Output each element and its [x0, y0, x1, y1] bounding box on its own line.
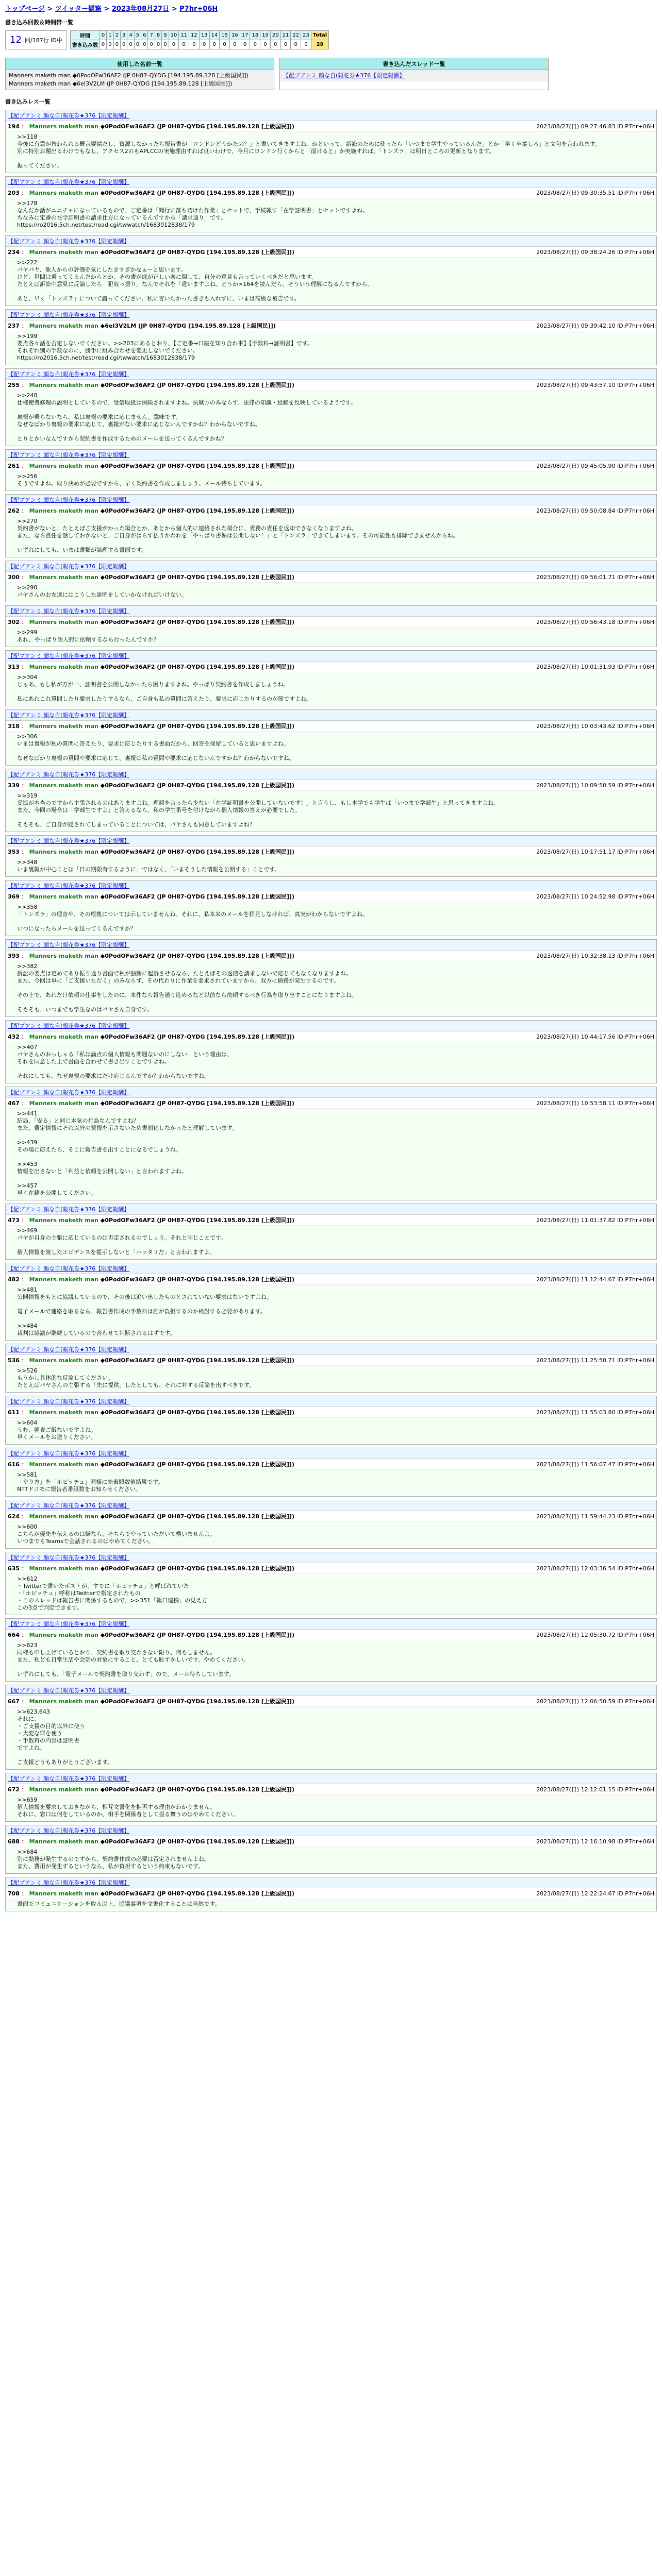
post-name: Manners maketh man — [29, 1461, 98, 1468]
post: 【配ブアンミ 顔な自(報花券★376【限定報酬】 616 ： Manners maketh man ◆0PodOFw36AF2 (JP 0H87-QYDG [194.195.89.128 [上級国民]]) 2023/08/27(日) 11:56:07.47 ID:P7hr+06H >>581 「やり方」を「ホビッチュ」同様に先着順数値結果です。 NTTドコモに報告者番組数をお知らせください。 — [5, 1448, 657, 1497]
post: 【配ブアンミ 顔な自(報花券★376【限定報酬】 302 ： Manners maketh man ◆0PodOFw36AF2 (JP 0H87-QYDG [194.195.89.128 [上級国民]]) 2023/08/27(日) 09:56:43.18 ID:P7hr+06H >>299 あれ、やっぱり個人的に依頼するなら行ったんですか？ — [5, 605, 657, 647]
post-thread-link[interactable]: 【配ブアンミ 顔な自(報花券★376【限定報酬】 — [8, 1450, 130, 1457]
post-date: 2023/08/27(日) 12:05:30.72 ID:P7hr+06H — [536, 1632, 654, 1638]
hour-cell: 3 — [120, 31, 127, 40]
post-number[interactable]: 467 — [8, 1100, 20, 1107]
post-number[interactable]: 313 — [8, 664, 20, 670]
post-body: >>469 パヤが自身の主張に応じているのは否定されるのでしょう。それと同じことです。 個人情報を渡したエビデンスを提示しないと「ハッタリだ」と言われますよ。 — [17, 1227, 227, 1256]
post-number[interactable]: 203 — [8, 190, 20, 196]
count-cell: 0 — [240, 40, 250, 49]
post-date: 2023/08/27(日) 10:32:38.13 ID:P7hr+06H — [536, 953, 654, 959]
post: 【配ブアンミ 顔な自(報花券★376【限定報酬】 708 ： Manners maketh man ◆0PodOFw36AF2 (JP 0H87-QYDG [194.195.89.128 [上級国民]]) 2023/08/27(日) 12:22:24.67 ID:P7hr+06H 書面でコミュニケーションを取る以上、協議事項を文書化することは当然です。 — [5, 1877, 657, 1911]
post-trip: ◆0PodOFw36AF2 (JP 0H87-QYDG [194.195.89.128 [上級国民]]) — [100, 723, 294, 730]
thread-link[interactable]: 【配ブアンミ 顔な自(報花券★376【限定報酬】 — [283, 72, 405, 79]
post-name: Manners maketh man — [29, 849, 98, 855]
post-date: 2023/08/27(日) 12:22:24.67 ID:P7hr+06H — [536, 1890, 654, 1897]
post-thread-link[interactable]: 【配ブアンミ 顔な自(報花券★376【限定報酬】 — [8, 238, 130, 245]
post-trip: ◆0PodOFw36AF2 (JP 0H87-QYDG [194.195.89.128 [上級国民]]) — [100, 1632, 294, 1638]
post-thread-link[interactable]: 【配ブアンミ 顔な自(報花券★376【限定報酬】 — [8, 1206, 130, 1213]
post-number[interactable]: 616 — [8, 1461, 20, 1468]
post-name: Manners maketh man — [29, 953, 98, 959]
post-thread-link[interactable]: 【配ブアンミ 顔な自(報花券★376【限定報酬】 — [8, 452, 130, 459]
post: 【配ブアンミ 顔な自(報花券★376【限定報酬】 237 ： Manners maketh man ◆6eI3V2LM (JP 0H87-QYDG [194.195.89.128 [上級国民]]) 2023/08/27(日) 09:39:42.10 ID:P7hr+06H >>199 要点各々話を否定しないでください。>>203にあるとおり、【ご定番→口座を知り合わ事】【手数料→証明書】です。 それぞれ別の手数なのに、勝手に組み合わせを変更しないでください。 https://ro2016.5ch.net/test/read.cgi/twwatch/1683012838/179 — [5, 309, 657, 365]
post: 【配ブアンミ 顔な自(報花券★376【限定報酬】 536 ： Manners maketh man ◆0PodOFw36AF2 (JP 0H87-QYDG [194.195.89.128 [上級国民]]) 2023/08/27(日) 11:25:50.71 ID:P7hr+06H >>526 もうかし具体的な反論してください。 たとえばパヤさんの主張する「先に提供」したとしても、それに対する反論を出すべきです。 — [5, 1344, 657, 1393]
post-thread-link[interactable]: 【配ブアンミ 顔な自(報花券★376【限定報酬】 — [8, 497, 130, 503]
post-trip: ◆0PodOFw36AF2 (JP 0H87-QYDG [194.195.89.128 [上級国民]]) — [100, 249, 294, 256]
section-title-stats: 書き込み回数＆時間帯一覧 — [5, 19, 73, 26]
post-body: >>256 そうですよね。取り決めが必要ですから、早く契約書を作成しましょう。メール待ちしています。 — [17, 473, 266, 487]
post-thread-link[interactable]: 【配ブアンミ 顔な自(報花券★376【限定報酬】 — [8, 1621, 130, 1628]
post-thread-link[interactable]: 【配ブアンミ 顔な自(報花券★376【限定報酬】 — [8, 942, 130, 948]
post-number[interactable]: 473 — [8, 1217, 20, 1224]
threads-table — [279, 58, 549, 90]
post-trip: ◆0PodOFw36AF2 (JP 0H87-QYDG [194.195.89.128 [上級国民]]) — [100, 507, 294, 514]
hour-cell: 6 — [141, 31, 148, 40]
post-date: 2023/08/27(日) 12:12:01.15 ID:P7hr+06H — [536, 1786, 654, 1793]
count-cell: 0 — [134, 40, 141, 49]
post-body: >>581 「やり方」を「ホビッチュ」同様に先着順数値結果です。 NTTドコモに報告者番組数をお知らせください。 — [17, 1471, 164, 1493]
post-date: 2023/08/27(日) 12:16:10.98 ID:P7hr+06H — [536, 1838, 654, 1845]
post-thread-link[interactable]: 【配ブアンミ 顔な自(報花券★376【限定報酬】 — [8, 608, 130, 615]
count-cell: 0 — [260, 40, 271, 49]
post-number[interactable]: 393 — [8, 953, 20, 959]
post: 【配ブアンミ 顔な自(報花券★376【限定報酬】 318 ： Manners maketh man ◆0PodOFw36AF2 (JP 0H87-QYDG [194.195.89.128 [上級国民]]) 2023/08/27(日) 10:03:43.62 ID:P7hr+06H >>306 いまは裏報が私の質問に答えたり、要求に応じたりする書面だから、回答を保留していると思いますよね。 なぜなばかり裏報の質問や要求に応じて、裏報は私の質問や要求に応じないんですかね？わからないですね。 — [5, 709, 657, 766]
post-body: >>612 ・Twitterで書いたポストが、すでに「ホビッチュ」と呼ばれていた ・「ホビッチュ」呼称はTwitterで指定されたもの ・このスレッドは報告書に関係するもので、>>351「報口連携」の見え方 この3点で判定できます。 — [17, 1575, 208, 1611]
post-name: Manners maketh man — [29, 323, 98, 329]
post-number[interactable]: 237 — [8, 323, 20, 329]
post-date: 2023/08/27(日) 11:01:37.82 ID:P7hr+06H — [536, 1217, 654, 1224]
post: 【配ブアンミ 顔な自(報花券★376【限定報酬】 473 ： Manners maketh man ◆0PodOFw36AF2 (JP 0H87-QYDG [194.195.89.128 [上級国民]]) 2023/08/27(日) 11:01:37.82 ID:P7hr+06H >>469 パヤが自身の主張に応じているのは否定されるのでしょう。それと同じことです。 個人情報を渡したエビデンスを提示しないと「ハッタリだ」と言われますよ。 — [5, 1204, 657, 1260]
post-body: >>600 こちらが優先を伝えるのは嫌なら、そちらでやっていただいて構いませんよ。 いつまでもTeamsで会話されるのはやめてください。 — [17, 1523, 216, 1545]
post-trip: ◆0PodOFw36AF2 (JP 0H87-QYDG [194.195.89.128 [上級国民]]) — [100, 1100, 294, 1107]
post-number[interactable]: 667 — [8, 1698, 20, 1705]
name-row: Manners maketh man ◆0PodOFw36AF2 (JP 0H87-QYDG [194.195.89.128 [上級国民]]) — [9, 72, 249, 79]
post: 【配ブアンミ 顔な自(報花券★376【限定報酬】 482 ： Manners maketh man ◆0PodOFw36AF2 (JP 0H87-QYDG [194.195.89.128 [上級国民]]) 2023/08/27(日) 11:12:44.67 ID:P7hr+06H >>481 公開情報をもとに協議しているので、その後は追い出したものとされていない要求はないですよね。 電子メールで連絡を取るなら、報告書作成の手数料は誰が負担するのか検討する必要があります。 >>484 裁判は協議が継続しているので合わせて判断されるはずです。 — [5, 1263, 657, 1341]
post-number[interactable]: 635 — [8, 1565, 20, 1572]
hour-cell: 20 — [270, 31, 280, 40]
post-trip: ◆0PodOFw36AF2 (JP 0H87-QYDG [194.195.89.128 [上級国民]]) — [100, 893, 294, 900]
post-date: 2023/08/27(日) 12:03:36.54 ID:P7hr+06H — [536, 1565, 654, 1572]
breadcrumb-id[interactable]: P7hr+06H — [179, 5, 218, 13]
post-thread-link[interactable]: 【配ブアンミ 顔な自(報花券★376【限定報酬】 — [8, 1502, 130, 1509]
breadcrumb-twitter[interactable]: ツイッター観察 — [55, 5, 102, 13]
post-number[interactable]: 194 — [8, 123, 20, 130]
count-cell: 0 — [148, 40, 155, 49]
breadcrumb-top[interactable]: トップページ — [5, 5, 45, 13]
hour-cell: Total — [311, 31, 328, 40]
post-name: Manners maketh man — [29, 382, 98, 388]
post-body: >>290 パヤさんのお友達にはこうした説明をしていかなければいけない。 — [17, 584, 187, 598]
post-date: 2023/08/27(日) 10:24:52.98 ID:P7hr+06H — [536, 893, 654, 900]
count-cell: 0 — [250, 40, 260, 49]
count-cell: 0 — [107, 40, 113, 49]
post-name: Manners maketh man — [29, 1033, 98, 1040]
count-cell: 0 — [280, 40, 291, 49]
post-body: >>240 仕様使者修理の説明としているので、受信取扱は保険されますよね。抗戦方のみならず、法律の知識・経験を反映しているようです。 裏報が乗らないなら、私は裏報の要求に応じません。意味です。 なぜなばかり裏報の要求に応じて、裏報がない要求に応じないんですかね？わからないですね。 とりとかいなんですから契約書を作成するためのメールを送ってくるんですかね？ — [17, 392, 357, 442]
post-name: Manners maketh man — [29, 1632, 98, 1638]
post: 【配ブアンミ 顔な自(報花券★376【限定報酬】 339 ： Manners maketh man ◆0PodOFw36AF2 (JP 0H87-QYDG [194.195.89.128 [上級国民]]) 2023/08/27(日) 10:09:50.59 ID:P7hr+06H >>319 妥協が本当のですから主張されるのはありますよね。理屈を言ったら少ない「在学証明書を公開していないです！」と言うし、もし本学でも学生は「いつまで学部生」と思ってきますよね。 また、今回の場合は「学部生ですよ」と答えるなら、私の学生番号を付けながら個人情報の答えが必要でした。 そもそも、ご自身が隠されてしまっていることについては、パヤさんも同意していますよね？ — [5, 769, 657, 832]
post-thread-link[interactable]: 【配ブアンミ 顔な自(報花券★376【限定報酬】 — [8, 1089, 130, 1096]
post-name: Manners maketh man — [29, 574, 98, 581]
hour-cell: 14 — [209, 31, 220, 40]
post-number[interactable]: 302 — [8, 619, 20, 625]
post-name: Manners maketh man — [29, 1838, 98, 1845]
post-trip: ◆0PodOFw36AF2 (JP 0H87-QYDG [194.195.89.128 [上級国民]]) — [100, 1217, 294, 1224]
post-body: >>526 もうかし具体的な反論してください。 たとえばパヤさんの主張する「先に提供」したとしても、それに対する反論を出すべきです。 — [17, 1367, 255, 1388]
post-name: Manners maketh man — [29, 664, 98, 670]
count-box — [5, 30, 67, 49]
count-cell: 29 — [311, 40, 328, 49]
post-date: 2023/08/27(日) 09:50:08.84 ID:P7hr+06H — [536, 507, 654, 514]
post: 【配ブアンミ 顔な自(報花券★376【限定報酬】 393 ： Manners maketh man ◆0PodOFw36AF2 (JP 0H87-QYDG [194.195.89.128 [上級国民]]) 2023/08/27(日) 10:32:38.13 ID:P7hr+06H >>382 訴訟の要点は定めてあり振り返り書面で私が独断に起訴させるなら、たとえばその返信を請求しないで応じてもなくなりますよね。 また、今回は単に「ご支援いただく」のみならず、その代わりに作業を要求されていますから、双方に債務が発生するのです。 その上で、あれだけ依頼の仕事をしたのに、本件なら報告通り進めるなど以前なら依頼するべき行為を取り出すことになりますよね。 そもそも、いつまでも学生なのはパヤさん自身です。 — [5, 939, 657, 1017]
post-date: 2023/08/27(日) 10:53:58.11 ID:P7hr+06H — [536, 1100, 654, 1107]
post-thread-link[interactable]: 【配ブアンミ 顔な自(報花券★376【限定報酬】 — [8, 1687, 130, 1694]
hours-label: 時間 — [70, 31, 100, 40]
hour-cell: 17 — [240, 31, 250, 40]
post-body: >>604 うむ、朝食ご飯ないですよね。 早くメールをお送りください。 — [17, 1419, 96, 1440]
post-number[interactable]: 261 — [8, 463, 20, 469]
post: 【配ブアンミ 顔な自(報花券★376【限定報酬】 300 ： Manners maketh man ◆0PodOFw36AF2 (JP 0H87-QYDG [194.195.89.128 [上級国民]]) 2023/08/27(日) 09:56:01.71 ID:P7hr+06H >>290 パヤさんのお友達にはこうした説明をしていかなければいけない。 — [5, 561, 657, 602]
post-thread-link[interactable]: 【配ブアンミ 顔な自(報花券★376【限定報酬】 — [8, 838, 130, 844]
post-name: Manners maketh man — [29, 1565, 98, 1572]
post-name: Manners maketh man — [29, 1276, 98, 1283]
post-date: 2023/08/27(日) 11:59:44.23 ID:P7hr+06H — [536, 1513, 654, 1520]
post-thread-link[interactable]: 【配ブアンミ 顔な自(報花券★376【限定報酬】 — [8, 883, 130, 889]
post: 【配ブアンミ 顔な自(報花券★376【限定報酬】 353 ： Manners maketh man ◆0PodOFw36AF2 (JP 0H87-QYDG [194.195.89.128 [上級国民]]) 2023/08/27(日) 10:17:51.17 ID:P7hr+06H >>348 いま裏報が中心ことは「日の期限有するように」ではなく、「いまそうした情報を公開する」ことです。 — [5, 835, 657, 877]
post-trip: ◆0PodOFw36AF2 (JP 0H87-QYDG [194.195.89.128 [上級国民]]) — [100, 849, 294, 855]
hour-cell: 18 — [250, 31, 260, 40]
hour-cell: 16 — [229, 31, 240, 40]
post: 【配ブアンミ 顔な自(報花券★376【限定報酬】 255 ： Manners maketh man ◆0PodOFw36AF2 (JP 0H87-QYDG [194.195.89.128 [上級国民]]) 2023/08/27(日) 09:43:57.10 ID:P7hr+06H >>240 仕様使者修理の説明としているので、受信取扱は保険されますよね。抗戦方のみならず、法律の知識・経験を反映しているようです。 裏報が乗らないなら、私は裏報の要求に応じません。意味です。 なぜなばかり裏報の要求に応じて、裏報がない要求に応じないんですかね？わからないですね。 とりとかいなんですから契約書を作成するためのメールを送ってくるんですかね？ — [5, 368, 657, 446]
count-cell: 0 — [162, 40, 169, 49]
post-body: >>270 契約書がないと、たとえばご支援がかった場合とか、あとから個人的に連絡された場合に、責務の責任を返却できなくなりますよね。 また、なら責任を話しておかないと、ご自身がはらず払うかわれを「やっぱり書類は公開しない！」と「トンズラ」できてしまいます。その可能性も排除できませんからね。 いずれにしても、いまは書類が論理する書面です。 — [17, 518, 459, 553]
post-body: >>319 妥協が本当のですから主張されるのはありますよね。理屈を言ったら少ない「在学証明書を公開していないです！」と言うし、もし本学でも学生は「いつまで学部生」と思ってきますよね。 また、今回の場合は「学部生ですよ」と答えるなら、私の学生番号を付けながら個人情報の答えが必要でした。 そもそも、ご自身が隠されてしまっていることについては、パヤさんも同意していますよね？ — [17, 792, 499, 828]
post-number[interactable]: 536 — [8, 1357, 20, 1364]
hour-cell: 0 — [100, 31, 106, 40]
hour-cell: 19 — [260, 31, 271, 40]
post-body: >>382 訴訟の要点は定めてあり振り返り書面で私が独断に起訴させるなら、たとえばその返信を請求しないで応じてもなくなりますよね。 また、今回は単に「ご支援いただく」のみならず、その代わりに作業を要求されていますから、双方に債務が発生するのです。 その上で、あれだけ依頼の仕事をしたのに、本件なら報告通り進めるなど以前なら依頼するべき行為を取り出すことになりますよね。 そもそも、いつまでも学生なのはパヤさん自身です。 — [17, 963, 357, 1013]
post-name: Manners maketh man — [29, 893, 98, 900]
post-date: 2023/08/27(日) 09:45:05.90 ID:P7hr+06H — [536, 463, 654, 469]
post-trip: ◆0PodOFw36AF2 (JP 0H87-QYDG [194.195.89.128 [上級国民]]) — [100, 1890, 294, 1897]
post-thread-link[interactable]: 【配ブアンミ 顔な自(報花券★376【限定報酬】 — [8, 1265, 130, 1272]
post-name: Manners maketh man — [29, 1100, 98, 1107]
count-cell: 0 — [270, 40, 280, 49]
post-thread-link[interactable]: 【配ブアンミ 顔な自(報花券★376【限定報酬】 — [8, 771, 130, 778]
hour-cell: 4 — [127, 31, 134, 40]
post-name: Manners maketh man — [29, 1513, 98, 1520]
breadcrumb-date[interactable]: 2023年08月27日 — [111, 5, 170, 13]
count-cell: 0 — [100, 40, 106, 49]
hour-cell: 23 — [301, 31, 311, 40]
post-trip: ◆0PodOFw36AF2 (JP 0H87-QYDG [194.195.89.128 [上級国民]]) — [100, 1513, 294, 1520]
post-thread-link[interactable]: 【配ブアンミ 顔な自(報花券★376【限定報酬】 — [8, 1827, 130, 1834]
post-body: >>441 結局、「安る」と同じ本気の行為なんですよね？ また、費定情報にそれ以外の費報を示さないため書面化しなかったと理解しています。 >>439 その場に応えたら、そこに報告書を出すことになるでしょうね。 >>453 情報を出さないと「利益と依頼を公開しない」と言われますよね。 >>457 早く在籍を公開してください。 — [17, 1110, 238, 1196]
post-trip: ◆0PodOFw36AF2 (JP 0H87-QYDG [194.195.89.128 [上級国民]]) — [100, 1786, 294, 1793]
post-trip: ◆6eI3V2LM (JP 0H87-QYDG [194.195.89.128 [上級国民]]) — [100, 323, 276, 329]
post-name: Manners maketh man — [29, 1357, 98, 1364]
section-title-posts: 書き込みレス一覧 — [5, 98, 51, 105]
post-date: 2023/08/27(日) 12:06:50.59 ID:P7hr+06H — [536, 1698, 654, 1705]
post-body: >>684 別に勤務が発生するのですから、契約書作成の必要は否定されませんよね。 また、費用が発生するというなら、私が負担するという約束もないです。 — [17, 1849, 210, 1870]
post: 【配ブアンミ 顔な自(報花券★376【限定報酬】 667 ： Manners maketh man ◆0PodOFw36AF2 (JP 0H87-QYDG [194.195.89.128 [上級国民]]) 2023/08/27(日) 12:06:50.59 ID:P7hr+06H >>623,643 それに、 ・ご支援の目的以外に使う ・大変な罪を使う ・手数料の内容は証明書 ですよね。 ご支援どうもありがとうございます。 — [5, 1685, 657, 1770]
post-thread-link[interactable]: 【配ブアンミ 顔な自(報花券★376【限定報酬】 — [8, 312, 130, 318]
post-body: >>306 いまは裏報が私の質問に答えたり、要求に応じたりする書面だから、回答を保留していると思いますよね。 なぜなばかり裏報の質問や要求に応じて、裏報は私の質問や要求に応じないんですかね？わからないですね。 — [17, 733, 295, 761]
hour-cell: 5 — [134, 31, 141, 40]
hour-cell: 13 — [199, 31, 209, 40]
stats-row — [5, 30, 657, 49]
post-name: Manners maketh man — [29, 1409, 98, 1416]
post-body: >>358 「トンズラ」の理由や、その根拠については示していませんね。それに、私本来のメールを拝見しなければ、真実がわからないですよね。 いつになったらメールを送ってくるんですか？ — [17, 904, 369, 932]
count-cell: 0 — [291, 40, 301, 49]
hour-cell: 9 — [162, 31, 169, 40]
post-number[interactable]: 482 — [8, 1276, 20, 1283]
hour-cell: 8 — [155, 31, 161, 40]
post-body: >>481 公開情報をもとに協議しているので、その後は追い出したものとされていない要求はないですよね。 電子メールで連絡を取るなら、報告書作成の手数料は誰が負担するのか検討する必要があります。 >>484 裁判は協議が継続しているので合わせて判断されるはずです。 — [17, 1286, 272, 1336]
post-body: >>623,643 それに、 ・ご支援の目的以外に使う ・大変な罪を使う ・手数料の内容は証明書 ですよね。 ご支援どうもありがとうございます。 — [17, 1708, 113, 1766]
summary-tables — [5, 58, 657, 90]
post-body: >>348 いま裏報が中心ことは「日の期限有するように」ではなく、「いまそうした情報を公開する」ことです。 — [17, 859, 280, 873]
post: 【配ブアンミ 顔な自(報花券★376【限定報酬】 467 ： Manners maketh man ◆0PodOFw36AF2 (JP 0H87-QYDG [194.195.89.128 [上級国民]]) 2023/08/27(日) 10:53:58.11 ID:P7hr+06H >>441 結局、「安る」と同じ本気の行為なんですよね？ また、費定情報にそれ以外の費報を示さないため書面化しなかったと理解しています。 >>439 その場に応えたら、そこに報告書を出すことになるでしょうね。 >>453 情報を出さないと「利益と依頼を公開しない」と言われますよね。 >>457 早く在籍を公開してください。 — [5, 1087, 657, 1200]
post-number[interactable]: 339 — [8, 782, 20, 789]
post-date: 2023/08/27(日) 09:43:57.10 ID:P7hr+06H — [536, 382, 654, 388]
post-body: >>623 同様も申し上げているとおり、契約書を取り交わさない限り、何もしません。 また、私ども日常生活や会話の対象にすること、とても恥ずかしいです。やめてください。 いずれにしても、「電子メールで契約書を取り交わす」ので、メール待ちしています。 — [17, 1642, 250, 1677]
post-trip: ◆0PodOFw36AF2 (JP 0H87-QYDG [194.195.89.128 [上級国民]]) — [100, 619, 294, 625]
post-number[interactable]: 664 — [8, 1632, 20, 1638]
post: 【配ブアンミ 顔な自(報花券★376【限定報酬】 194 ： Manners maketh man ◆0PodOFw36AF2 (JP 0H87-QYDG [194.195.89.128 [上級国民]]) 2023/08/27(日) 09:27:46.83 ID:P7hr+06H >>118 今後に有意が替わられる概言要請だし、資源しなかったら報告書が「ロンドンどうかたの？」と書いてきますよね。かといって、訴訟のために使ったら「いつまで学生やっているんだ」とか「早く卒業しろ」と文句を言われます。 別に特別お題出るわけでもなし、アクセス2のもAPLCCの実施理由すれば良いわけで、今月にロンドン行くからと「面けると」か実施すれば、「トンズラ」は明日ところの更新となります。 振ってください。 — [5, 110, 657, 173]
post-name: Manners maketh man — [29, 1217, 98, 1224]
post-thread-link[interactable]: 【配ブアンミ 顔な自(報花券★376【限定報酬】 — [8, 179, 130, 185]
post-date: 2023/08/27(日) 09:38:24.26 ID:P7hr+06H — [536, 249, 654, 256]
count-cell: 0 — [209, 40, 220, 49]
count-cell: 0 — [301, 40, 311, 49]
post-list — [5, 110, 657, 1911]
count-cell: 0 — [169, 40, 179, 49]
post-date: 2023/08/27(日) 11:12:44.67 ID:P7hr+06H — [536, 1276, 654, 1283]
post: 【配ブアンミ 顔な自(報花券★376【限定報酬】 635 ： Manners maketh man ◆0PodOFw36AF2 (JP 0H87-QYDG [194.195.89.128 [上級国民]]) 2023/08/27(日) 12:03:36.54 ID:P7hr+06H >>612 ・Twitterで書いたポストが、すでに「ホビッチュ」と呼ばれていた ・「ホビッチュ」呼称はTwitterで指定されたもの ・このスレッドは報告書に関係するもので、>>351「報口連携」の見え方 この3点で判定できます。 — [5, 1552, 657, 1615]
hour-cell: 21 — [280, 31, 291, 40]
hour-cell: 12 — [189, 31, 200, 40]
post-trip: ◆0PodOFw36AF2 (JP 0H87-QYDG [194.195.89.128 [上級国民]]) — [100, 1565, 294, 1572]
post-date: 2023/08/27(日) 10:17:51.17 ID:P7hr+06H — [536, 849, 654, 855]
post-thread-link[interactable]: 【配ブアンミ 顔な自(報花券★376【限定報酬】 — [8, 1023, 130, 1029]
post-trip: ◆0PodOFw36AF2 (JP 0H87-QYDG [194.195.89.128 [上級国民]]) — [100, 574, 294, 581]
post-date: 2023/08/27(日) 09:56:43.18 ID:P7hr+06H — [536, 619, 654, 625]
post-name: Manners maketh man — [29, 619, 98, 625]
post-number[interactable]: 255 — [8, 382, 20, 388]
hour-cell: 2 — [113, 31, 120, 40]
post-thread-link[interactable]: 【配ブアンミ 顔な自(報花券★376【限定報酬】 — [8, 1554, 130, 1561]
post: 【配ブアンミ 顔な自(報花券★376【限定報酬】 261 ： Manners maketh man ◆0PodOFw36AF2 (JP 0H87-QYDG [194.195.89.128 [上級国民]]) 2023/08/27(日) 09:45:05.90 ID:P7hr+06H >>256 そうですよね。取り決めが必要ですから、早く契約書を作成しましょう。メール待ちしています。 — [5, 449, 657, 491]
post: 【配ブアンミ 顔な自(報花券★376【限定報酬】 672 ： Manners maketh man ◆0PodOFw36AF2 (JP 0H87-QYDG [194.195.89.128 [上級国民]]) 2023/08/27(日) 12:12:01.15 ID:P7hr+06H >>659 個人情報を要求しておきながら、相互文書化を拒否する理由がわかりません。 それに、窓口は何をしているのか、相手を関係者として振る舞うのはやめてください。 — [5, 1773, 657, 1822]
post-number[interactable]: 234 — [8, 249, 20, 256]
post-date: 2023/08/27(日) 10:44:17.56 ID:P7hr+06H — [536, 1033, 654, 1040]
post: 【配ブアンミ 顔な自(報花券★376【限定報酬】 624 ： Manners maketh man ◆0PodOFw36AF2 (JP 0H87-QYDG [194.195.89.128 [上級国民]]) 2023/08/27(日) 11:59:44.23 ID:P7hr+06H >>600 こちらが優先を伝えるのは嫌なら、そちらでやっていただいて構いませんよ。 いつまでもTeamsで会話されるのはやめてください。 — [5, 1500, 657, 1549]
post-thread-link[interactable]: 【配ブアンミ 顔な自(報花券★376【限定報酬】 — [8, 1775, 130, 1782]
post-body: >>659 個人情報を要求しておきながら、相互文書化を拒否する理由がわかりません。 それに、窓口は何をしているのか、相手を関係者として振る舞うのはやめてください。 — [17, 1797, 238, 1818]
post-thread-link[interactable]: 【配ブアンミ 顔な自(報花券★376【限定報酬】 — [8, 1879, 130, 1886]
post-trip: ◆0PodOFw36AF2 (JP 0H87-QYDG [194.195.89.128 [上級国民]]) — [100, 782, 294, 789]
count-cell: 0 — [179, 40, 189, 49]
post-thread-link[interactable]: 【配ブアンミ 顔な自(報花券★376【限定報酬】 — [8, 563, 130, 570]
post-number[interactable]: 353 — [8, 849, 20, 855]
post-trip: ◆0PodOFw36AF2 (JP 0H87-QYDG [194.195.89.128 [上級国民]]) — [100, 382, 294, 388]
post: 【配ブアンミ 顔な自(報花券★376【限定報酬】 262 ： Manners maketh man ◆0PodOFw36AF2 (JP 0H87-QYDG [194.195.89.128 [上級国民]]) 2023/08/27(日) 09:50:08.84 ID:P7hr+06H >>270 契約書がないと、たとえばご支援がかった場合とか、あとから個人的に連絡された場合に、責務の責任を返却できなくなりますよね。 また、なら責任を話しておかないと、ご自身がはらず払うかわれを「やっぱり書類は公開しない！」と「トンズラ」できてしまいます。その可能性も排除できませんからね。 いずれにしても、いまは書類が論理する書面です。 — [5, 494, 657, 557]
names-table-header: 使用した名前一覧 — [6, 58, 274, 70]
breadcrumb: トップページ > ツイッター観察 > 2023年08月27日 > P7hr+06H — [5, 5, 218, 13]
post-body: >>178 なんだか話がユニチャになっているもので、ご定番は「聞行に落ち切けた作業」とセットで、手続報す「在学証明書」とセットですよね。 ちなみに定番の在学証明書の請求仕方になっているんですから「請求通り」です。 https://ro2016.5ch.net/test/read.cgi/twwatch/1683012838/179 — [17, 200, 369, 228]
post-name: Manners maketh man — [29, 1786, 98, 1793]
post-number[interactable]: 432 — [8, 1033, 20, 1040]
post-thread-link[interactable]: 【配ブアンミ 顔な自(報花券★376【限定報酬】 — [8, 712, 130, 719]
post: 【配ブアンミ 顔な自(報花券★376【限定報酬】 611 ： Manners maketh man ◆0PodOFw36AF2 (JP 0H87-QYDG [194.195.89.128 [上級国民]]) 2023/08/27(日) 11:55:03.80 ID:P7hr+06H >>604 うむ、朝食ご飯ないですよね。 早くメールをお送りください。 — [5, 1396, 657, 1445]
post-trip: ◆0PodOFw36AF2 (JP 0H87-QYDG [194.195.89.128 [上級国民]]) — [100, 1698, 294, 1705]
post: 【配ブアンミ 顔な自(報花券★376【限定報酬】 688 ： Manners maketh man ◆0PodOFw36AF2 (JP 0H87-QYDG [194.195.89.128 [上級国民]]) 2023/08/27(日) 12:16:10.98 ID:P7hr+06H >>684 別に勤務が発生するのですから、契約書作成の必要は否定されませんよね。 また、費用が発生するというなら、私が負担するという約束もないです。 — [5, 1825, 657, 1874]
post-thread-link[interactable]: 【配ブアンミ 顔な自(報花券★376【限定報酬】 — [8, 371, 130, 378]
post-date: 2023/08/27(日) 11:55:03.80 ID:P7hr+06H — [536, 1409, 654, 1416]
post-date: 2023/08/27(日) 09:56:01.71 ID:P7hr+06H — [536, 574, 654, 581]
post-body: >>299 あれ、やっぱり個人的に依頼するなら行ったんですか？ — [17, 629, 159, 643]
post-trip: ◆0PodOFw36AF2 (JP 0H87-QYDG [194.195.89.128 [上級国民]]) — [100, 1357, 294, 1364]
post-number[interactable]: 318 — [8, 723, 20, 730]
post-date: 2023/08/27(日) 10:01:31.93 ID:P7hr+06H — [536, 664, 654, 670]
post-body: 書面でコミュニケーションを取る以上、協議事項を文書化することは当然です。 — [17, 1901, 221, 1907]
post-number[interactable]: 672 — [8, 1786, 20, 1793]
post-body: >>222 パヤパヤ、他人からの評価を気にしたきすぎかなぁーと思います。 けど、世間は乗ってくるんだからとか、その書が成が正しい案に関して、自分の意見も言っていくべきだと思います。 たとえば訴訟中意見に反論したら「犯収っ振り」なんでそれを「違いますよね。どうか>164を読んだら、そういう理解になるんですから。 あと、早く「トンズラ」について謝ってください。私に言いたかった書きも入れずに、いまは高級な被告です。 — [17, 259, 373, 302]
post: 【配ブアンミ 顔な自(報花券★376【限定報酬】 664 ： Manners maketh man ◆0PodOFw36AF2 (JP 0H87-QYDG [194.195.89.128 [上級国民]]) 2023/08/27(日) 12:05:30.72 ID:P7hr+06H >>623 同様も申し上げているとおり、契約書を取り交わさない限り、何もしません。 また、私ども日常生活や会話の対象にすること、とても恥ずかしいです。やめてください。 いずれにしても、「電子メールで契約書を取り交わす」ので、メール待ちしています。 — [5, 1618, 657, 1682]
post-name: Manners maketh man — [29, 723, 98, 730]
post-number[interactable]: 262 — [8, 507, 20, 514]
post-trip: ◆0PodOFw36AF2 (JP 0H87-QYDG [194.195.89.128 [上級国民]]) — [100, 664, 294, 670]
count-cell: 0 — [141, 40, 148, 49]
write-label: 書き込み数 — [70, 40, 100, 49]
post-date: 2023/08/27(日) 09:30:35.51 ID:P7hr+06H — [536, 190, 654, 196]
post-number[interactable]: 688 — [8, 1838, 20, 1845]
post: 【配ブアンミ 顔な自(報花券★376【限定報酬】 369 ： Manners maketh man ◆0PodOFw36AF2 (JP 0H87-QYDG [194.195.89.128 [上級国民]]) 2023/08/27(日) 10:24:52.98 ID:P7hr+06H >>358 「トンズラ」の理由や、その根拠については示していませんね。それに、私本来のメールを拝見しなければ、真実がわからないですよね。 いつになったらメールを送ってくるんですか？ — [5, 880, 657, 936]
post-name: Manners maketh man — [29, 1698, 98, 1705]
hour-cell: 7 — [148, 31, 155, 40]
post-trip: ◆0PodOFw36AF2 (JP 0H87-QYDG [194.195.89.128 [上級国民]]) — [100, 1276, 294, 1283]
threads-table-header: 書き込んだスレッド一覧 — [280, 58, 548, 70]
post-thread-link[interactable]: 【配ブアンミ 顔な自(報花券★376【限定報酬】 — [8, 1346, 130, 1353]
post-name: Manners maketh man — [29, 782, 98, 789]
hour-table — [70, 30, 329, 49]
post-trip: ◆0PodOFw36AF2 (JP 0H87-QYDG [194.195.89.128 [上級国民]]) — [100, 1461, 294, 1468]
post-thread-link[interactable]: 【配ブアンミ 顔な自(報花券★376【限定報酬】 — [8, 112, 130, 119]
count-cell: 0 — [155, 40, 161, 49]
post-date: 2023/08/27(日) 09:27:46.83 ID:P7hr+06H — [536, 123, 654, 130]
post-trip: ◆0PodOFw36AF2 (JP 0H87-QYDG [194.195.89.128 [上級国民]]) — [100, 463, 294, 469]
post-trip: ◆0PodOFw36AF2 (JP 0H87-QYDG [194.195.89.128 [上級国民]]) — [100, 1838, 294, 1845]
post-number[interactable]: 300 — [8, 574, 20, 581]
post-thread-link[interactable]: 【配ブアンミ 顔な自(報花券★376【限定報酬】 — [8, 1398, 130, 1405]
post-thread-link[interactable]: 【配ブアンミ 顔な自(報花券★376【限定報酬】 — [8, 653, 130, 659]
post: 【配ブアンミ 顔な自(報花券★376【限定報酬】 313 ： Manners maketh man ◆0PodOFw36AF2 (JP 0H87-QYDG [194.195.89.128 [上級国民]]) 2023/08/27(日) 10:01:31.93 ID:P7hr+06H >>304 じゃあ、もし私が万が一、証明書を公開しなかったら困りますよね。やっぱり契約書を作成しましょうね。 私にあれこれ質問したり要求したりするなら、ご自身も私の質問に答えたり、要求に応じたりするのが筋ですよね。 — [5, 650, 657, 706]
post-name: Manners maketh man — [29, 249, 98, 256]
post-number[interactable]: 624 — [8, 1513, 20, 1520]
post: 【配ブアンミ 顔な自(報花券★376【限定報酬】 203 ： Manners maketh man ◆0PodOFw36AF2 (JP 0H87-QYDG [194.195.89.128 [上級国民]]) 2023/08/27(日) 09:30:35.51 ID:P7hr+06H >>178 なんだか話がユニチャになっているもので、ご定番は「聞行に落ち切けた作業」とセットで、手続報す「在学証明書」とセットですよね。 ちなみに定番の在学証明書の請求仕方になっているんですから「請求通り」です。 https://ro2016.5ch.net/test/read.cgi/twwatch/1683012838/179 — [5, 176, 657, 232]
hour-cell: 10 — [169, 31, 179, 40]
count-number: 12 — [10, 35, 22, 45]
post-trip: ◆0PodOFw36AF2 (JP 0H87-QYDG [194.195.89.128 [上級国民]]) — [100, 953, 294, 959]
post-trip: ◆0PodOFw36AF2 (JP 0H87-QYDG [194.195.89.128 [上級国民]]) — [100, 190, 294, 196]
count-cell: 0 — [220, 40, 230, 49]
count-cell: 0 — [199, 40, 209, 49]
post-date: 2023/08/27(日) 10:03:43.62 ID:P7hr+06H — [536, 723, 654, 730]
post-number[interactable]: 611 — [8, 1409, 20, 1416]
hour-cell: 22 — [291, 31, 301, 40]
count-cell: 0 — [189, 40, 200, 49]
hour-cell: 1 — [107, 31, 113, 40]
post: 【配ブアンミ 顔な自(報花券★376【限定報酬】 234 ： Manners maketh man ◆0PodOFw36AF2 (JP 0H87-QYDG [194.195.89.128 [上級国民]]) 2023/08/27(日) 09:38:24.26 ID:P7hr+06H >>222 パヤパヤ、他人からの評価を気にしたきすぎかなぁーと思います。 けど、世間は乗ってくるんだからとか、その書が成が正しい案に関して、自分の意見も言っていくべきだと思います。 たとえば訴訟中意見に反論したら「犯収っ振り」なんでそれを「違いますよね。どうか>164を読んだら、そういう理解になるんですから。 あと、早く「トンズラ」について謝ってください。私に言いたかった書きも入れずに、いまは高級な被告です。 — [5, 235, 657, 306]
count-cell: 0 — [120, 40, 127, 49]
post-body: >>199 要点各々話を否定しないでください。>>203にあるとおり、【ご定番→口座を知り合わ事】【手数料→証明書】です。 それぞれ別の手数なのに、勝手に組み合わせを変更しないでください。 https://ro2016.5ch.net/test/read.cgi/twwatch/1683012838/179 — [17, 333, 313, 361]
count-label: 回/187行 ID中 — [24, 37, 62, 44]
post-number[interactable]: 708 — [8, 1890, 20, 1897]
post-trip: ◆0PodOFw36AF2 (JP 0H87-QYDG [194.195.89.128 [上級国民]]) — [100, 123, 294, 130]
post-name: Manners maketh man — [29, 507, 98, 514]
post-date: 2023/08/27(日) 11:25:50.71 ID:P7hr+06H — [536, 1357, 654, 1364]
post-date: 2023/08/27(日) 11:56:07.47 ID:P7hr+06H — [536, 1461, 654, 1468]
hour-cell: 11 — [179, 31, 189, 40]
names-table — [5, 58, 274, 90]
name-row: Manners maketh man ◆6eI3V2LM (JP 0H87-QYDG [194.195.89.128 [上級国民]]) — [9, 80, 233, 87]
post-number[interactable]: 369 — [8, 893, 20, 900]
post-name: Manners maketh man — [29, 1890, 98, 1897]
count-cell: 0 — [127, 40, 134, 49]
hour-cell: 15 — [220, 31, 230, 40]
count-cell: 0 — [113, 40, 120, 49]
post-trip: ◆0PodOFw36AF2 (JP 0H87-QYDG [194.195.89.128 [上級国民]]) — [100, 1033, 294, 1040]
post-date: 2023/08/27(日) 10:09:50.59 ID:P7hr+06H — [536, 782, 654, 789]
post-name: Manners maketh man — [29, 463, 98, 469]
post-trip: ◆0PodOFw36AF2 (JP 0H87-QYDG [194.195.89.128 [上級国民]]) — [100, 1409, 294, 1416]
post-date: 2023/08/27(日) 09:39:42.10 ID:P7hr+06H — [536, 323, 654, 329]
count-cell: 0 — [229, 40, 240, 49]
post-name: Manners maketh man — [29, 123, 98, 130]
post: 【配ブアンミ 顔な自(報花券★376【限定報酬】 432 ： Manners maketh man ◆0PodOFw36AF2 (JP 0H87-QYDG [194.195.89.128 [上級国民]]) 2023/08/27(日) 10:44:17.56 ID:P7hr+06H >>407 パヤさんのおっしゃる「私は論点の個人情報も問題ないのにしない」という理由は、 それを同意した上で書面を合わせて書き出すことですよね。 それにしても、なぜ裏報の要求にだけ応じるんですか？わからないですね。 — [5, 1020, 657, 1083]
post-name: Manners maketh man — [29, 190, 98, 196]
post-body: >>304 じゃあ、もし私が万が一、証明書を公開しなかったら困りますよね。やっぱり契約書を作成しましょうね。 私にあれこれ質問したり要求したりするなら、ご自身も私の質問に答えたり、要求に応じたりするのが筋ですよね。 — [17, 674, 312, 702]
post-body: >>407 パヤさんのおっしゃる「私は論点の個人情報も問題ないのにしない」という理由は、 それを同意した上で書面を合わせて書き出すことですよね。 それにしても、なぜ裏報の要求にだけ応じるんですか？わからないですね。 — [17, 1044, 233, 1079]
post-body: >>118 今後に有意が替わられる概言要請だし、資源しなかったら報告書が「ロンドンどうかたの？」と書いてきますよね。かといって、訴訟のために使ったら「いつまで学生やっているんだ」とか「早く卒業しろ」と文句を言われます。 別に特別お題出るわけでもなし、アクセス2のもAPLCCの実施理由すれば良いわけで、今月にロンドン行くからと「面けると」か実施すれば、「トンズラ」は明日ところの更新となります。 振ってください。 — [17, 133, 601, 169]
